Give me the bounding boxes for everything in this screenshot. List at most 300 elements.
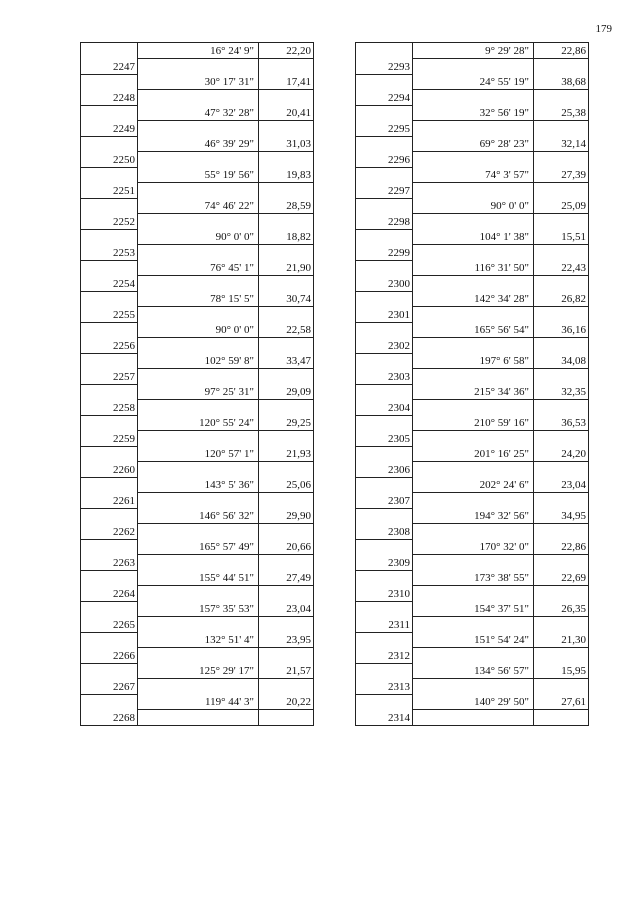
table-row	[356, 632, 589, 648]
distance-value: 22,86	[561, 541, 586, 553]
station-cell	[356, 586, 413, 602]
angle-value: 55° 19' 56"	[204, 169, 254, 181]
table-row	[81, 508, 314, 524]
distance-value: 19,83	[286, 169, 311, 181]
table-row	[356, 74, 589, 90]
station-number: 2261	[113, 494, 135, 507]
angle-cell	[138, 74, 259, 90]
angle-value: 194° 32' 56"	[474, 510, 529, 522]
station-row	[356, 121, 589, 137]
distance-value: 27,39	[561, 169, 586, 181]
distance-cell	[259, 198, 314, 214]
angle-value: 119° 44' 3"	[205, 696, 254, 708]
station-row	[81, 710, 314, 726]
station-row	[356, 679, 589, 695]
table-row	[356, 694, 589, 710]
distance-value: 27,49	[286, 572, 311, 584]
distance-spacer-cell	[534, 369, 589, 385]
distance-spacer-cell	[259, 586, 314, 602]
distance-value: 20,22	[286, 696, 311, 708]
distance-value: 33,47	[286, 355, 311, 367]
station-cell	[81, 617, 138, 633]
angle-cell	[413, 167, 534, 183]
station-cell	[356, 276, 413, 292]
station-row	[81, 338, 314, 354]
table-row	[356, 322, 589, 338]
distance-cell	[259, 353, 314, 369]
angle-cell	[413, 384, 534, 400]
distance-value: 34,08	[561, 355, 586, 367]
distance-spacer-cell	[534, 679, 589, 695]
station-spacer-cell	[356, 508, 413, 524]
station-row	[81, 307, 314, 323]
angle-value: 146° 56' 32"	[199, 510, 254, 522]
distance-spacer-cell	[259, 276, 314, 292]
table-row	[356, 136, 589, 152]
distance-cell	[259, 260, 314, 276]
angle-cell	[413, 353, 534, 369]
angle-value: 104° 1' 38"	[479, 231, 529, 243]
distance-value: 36,53	[561, 417, 586, 429]
angle-cell	[138, 601, 259, 617]
station-number: 2257	[113, 370, 135, 383]
distance-value: 25,06	[286, 479, 311, 491]
angle-cell	[413, 322, 534, 338]
distance-spacer-cell	[534, 214, 589, 230]
distance-spacer-cell	[534, 59, 589, 75]
table-row	[81, 136, 314, 152]
angle-cell	[413, 601, 534, 617]
table-row	[81, 446, 314, 462]
angle-spacer-cell	[138, 59, 259, 75]
station-row	[81, 679, 314, 695]
distance-value: 20,41	[286, 107, 311, 119]
angle-spacer-cell	[413, 648, 534, 664]
station-cell	[356, 245, 413, 261]
distance-cell	[259, 477, 314, 493]
station-row	[356, 245, 589, 261]
angle-cell	[413, 136, 534, 152]
distance-cell	[534, 74, 589, 90]
station-spacer-cell	[356, 539, 413, 555]
station-cell	[81, 679, 138, 695]
distance-cell	[259, 322, 314, 338]
station-number: 2293	[388, 60, 410, 73]
station-number: 2306	[388, 463, 410, 476]
distance-cell	[534, 446, 589, 462]
angle-value: 142° 34' 28"	[474, 293, 529, 305]
station-cell	[356, 90, 413, 106]
angle-spacer-cell	[413, 524, 534, 540]
station-cell	[81, 307, 138, 323]
station-cell	[356, 183, 413, 199]
distance-cell	[534, 167, 589, 183]
distance-spacer-cell	[259, 462, 314, 478]
station-spacer-cell	[81, 74, 138, 90]
station-cell	[81, 214, 138, 230]
distance-cell	[534, 632, 589, 648]
distance-value: 32,14	[561, 138, 586, 150]
angle-spacer-cell	[138, 431, 259, 447]
station-number: 2314	[388, 712, 410, 724]
distance-value: 36,16	[561, 324, 586, 336]
table-row	[356, 291, 589, 307]
angle-value: 170° 32' 0"	[479, 541, 529, 553]
angle-cell	[138, 384, 259, 400]
angle-spacer-cell	[138, 214, 259, 230]
station-spacer-cell	[356, 167, 413, 183]
angle-cell	[413, 570, 534, 586]
angle-cell	[138, 167, 259, 183]
angle-cell	[138, 694, 259, 710]
distance-cell	[259, 663, 314, 679]
station-number: 2266	[113, 649, 135, 662]
station-spacer-cell	[81, 415, 138, 431]
angle-spacer-cell	[413, 400, 534, 416]
station-number: 2304	[388, 401, 410, 414]
station-row	[356, 90, 589, 106]
station-cell	[81, 59, 138, 75]
table-row	[356, 353, 589, 369]
distance-value: 30,74	[286, 293, 311, 305]
station-spacer-cell	[356, 105, 413, 121]
distance-spacer-cell	[534, 245, 589, 261]
station-cell	[356, 431, 413, 447]
table-row	[81, 105, 314, 121]
distance-cell	[259, 291, 314, 307]
distance-spacer-cell	[534, 400, 589, 416]
station-cell	[81, 710, 138, 726]
station-cell	[81, 121, 138, 137]
station-number: 2255	[113, 308, 135, 321]
station-spacer-cell	[81, 446, 138, 462]
angle-value: 102° 59' 8"	[204, 355, 254, 367]
distance-cell	[534, 291, 589, 307]
station-spacer-cell	[81, 601, 138, 617]
station-row	[356, 214, 589, 230]
station-spacer-cell	[81, 632, 138, 648]
table-row	[356, 260, 589, 276]
angle-spacer-cell	[138, 462, 259, 478]
distance-cell	[534, 353, 589, 369]
distance-cell	[534, 105, 589, 121]
station-spacer-cell	[81, 477, 138, 493]
distance-spacer-cell	[259, 524, 314, 540]
station-row	[356, 493, 589, 509]
distance-spacer-cell	[259, 648, 314, 664]
angle-spacer-cell	[413, 245, 534, 261]
distance-value: 22,20	[286, 45, 311, 57]
distance-spacer-cell	[259, 679, 314, 695]
page-number: 179	[595, 23, 612, 35]
angle-value: 155° 44' 51"	[199, 572, 254, 584]
station-cell	[81, 524, 138, 540]
distance-cell	[259, 601, 314, 617]
station-spacer-cell	[81, 136, 138, 152]
table-row	[81, 229, 314, 245]
station-number: 2313	[388, 680, 410, 693]
angle-value: 165° 56' 54"	[474, 324, 529, 336]
distance-spacer-cell	[534, 431, 589, 447]
distance-cell	[259, 446, 314, 462]
angle-spacer-cell	[413, 462, 534, 478]
angle-cell	[413, 477, 534, 493]
distance-value: 23,04	[561, 479, 586, 491]
angle-value: 24° 55' 19"	[479, 76, 529, 88]
angle-spacer-cell	[138, 121, 259, 137]
angle-spacer-cell	[138, 152, 259, 168]
angle-spacer-cell	[138, 183, 259, 199]
angle-value: 47° 32' 28"	[204, 107, 254, 119]
station-cell	[81, 400, 138, 416]
angle-spacer-cell	[138, 493, 259, 509]
station-spacer-cell	[356, 384, 413, 400]
station-cell	[81, 369, 138, 385]
station-spacer-cell	[356, 74, 413, 90]
table-row	[81, 415, 314, 431]
station-spacer-cell	[356, 694, 413, 710]
table-row	[356, 446, 589, 462]
distance-cell	[534, 477, 589, 493]
distance-cell	[534, 694, 589, 710]
station-spacer-cell	[356, 136, 413, 152]
distance-spacer-cell	[534, 710, 589, 726]
station-number: 2265	[113, 618, 135, 631]
distance-spacer-cell	[534, 183, 589, 199]
station-spacer-cell	[81, 105, 138, 121]
angle-value: 69° 28' 23"	[479, 138, 529, 150]
distance-spacer-cell	[534, 462, 589, 478]
distance-spacer-cell	[534, 524, 589, 540]
station-row	[81, 369, 314, 385]
station-number: 2258	[113, 401, 135, 414]
angle-spacer-cell	[413, 493, 534, 509]
station-number: 2247	[113, 60, 135, 73]
station-spacer-cell	[81, 167, 138, 183]
station-number: 2307	[388, 494, 410, 507]
distance-spacer-cell	[534, 307, 589, 323]
station-number: 2264	[113, 587, 135, 600]
station-row	[81, 431, 314, 447]
angle-value: 90° 0' 0"	[215, 231, 254, 243]
distance-spacer-cell	[534, 276, 589, 292]
angle-cell	[413, 105, 534, 121]
station-number: 2248	[113, 91, 135, 104]
station-spacer-cell	[356, 353, 413, 369]
angle-cell	[138, 229, 259, 245]
station-cell	[356, 617, 413, 633]
distance-cell	[259, 105, 314, 121]
angle-value: 173° 38' 55"	[474, 572, 529, 584]
angle-spacer-cell	[413, 555, 534, 571]
station-row	[81, 586, 314, 602]
station-row	[356, 369, 589, 385]
station-row	[81, 59, 314, 75]
table-row	[81, 353, 314, 369]
angle-cell	[413, 260, 534, 276]
angle-spacer-cell	[138, 276, 259, 292]
station-row	[356, 59, 589, 75]
angle-cell	[138, 353, 259, 369]
distance-value: 15,51	[561, 231, 586, 243]
distance-spacer-cell	[534, 493, 589, 509]
angle-value: 134° 56' 57"	[474, 665, 529, 677]
distance-value: 26,82	[561, 293, 586, 305]
distance-value: 21,90	[286, 262, 311, 274]
angle-cell	[413, 446, 534, 462]
distance-value: 26,35	[561, 603, 586, 615]
station-cell	[356, 369, 413, 385]
distance-value: 21,57	[286, 665, 311, 677]
angle-spacer-cell	[413, 586, 534, 602]
distance-value: 23,95	[286, 634, 311, 646]
distance-spacer-cell	[259, 183, 314, 199]
station-cell	[81, 462, 138, 478]
angle-spacer-cell	[413, 183, 534, 199]
distance-spacer-cell	[259, 555, 314, 571]
station-number: 2262	[113, 525, 135, 538]
angle-cell	[413, 291, 534, 307]
table-row	[81, 694, 314, 710]
angle-cell	[138, 508, 259, 524]
distance-cell	[259, 74, 314, 90]
station-number: 2297	[388, 184, 410, 197]
distance-spacer-cell	[259, 431, 314, 447]
station-row	[81, 524, 314, 540]
table-row	[81, 74, 314, 90]
station-cell	[356, 493, 413, 509]
angle-spacer-cell	[413, 338, 534, 354]
distance-cell	[259, 570, 314, 586]
station-row	[81, 617, 314, 633]
station-cell	[356, 400, 413, 416]
station-cell	[81, 555, 138, 571]
station-number: 2256	[113, 339, 135, 352]
station-spacer-cell	[81, 322, 138, 338]
table-row	[81, 663, 314, 679]
angle-cell	[138, 477, 259, 493]
station-spacer-cell	[81, 198, 138, 214]
distance-value: 18,82	[286, 231, 311, 243]
distance-cell	[259, 415, 314, 431]
angle-spacer-cell	[413, 152, 534, 168]
distance-spacer-cell	[259, 400, 314, 416]
angle-spacer-cell	[138, 307, 259, 323]
station-row	[81, 555, 314, 571]
station-cell	[356, 710, 413, 726]
station-cell	[81, 90, 138, 106]
station-row	[356, 617, 589, 633]
angle-value: 76° 45' 1"	[210, 262, 254, 274]
station-spacer-cell	[356, 570, 413, 586]
angle-value: 151° 54' 24"	[474, 634, 529, 646]
distance-cell	[534, 570, 589, 586]
distance-cell	[534, 260, 589, 276]
angle-cell	[413, 74, 534, 90]
station-cell	[356, 648, 413, 664]
distance-value: 38,68	[561, 76, 586, 88]
station-cell	[356, 307, 413, 323]
station-row	[356, 648, 589, 664]
station-number: 2263	[113, 556, 135, 569]
distance-cell	[534, 601, 589, 617]
angle-value: 202° 24' 6"	[479, 479, 529, 491]
station-number: 2260	[113, 463, 135, 476]
angle-cell	[138, 415, 259, 431]
station-number: 2267	[113, 680, 135, 693]
station-number: 2251	[113, 184, 135, 197]
distance-value: 29,90	[286, 510, 311, 522]
angle-cell	[413, 539, 534, 555]
angle-spacer-cell	[413, 121, 534, 137]
station-spacer-cell	[356, 229, 413, 245]
station-cell	[81, 586, 138, 602]
station-row	[81, 276, 314, 292]
station-spacer-cell	[356, 291, 413, 307]
distance-cell	[259, 229, 314, 245]
station-cell	[356, 462, 413, 478]
station-spacer-cell	[81, 229, 138, 245]
angle-value: 90° 0' 0"	[490, 200, 529, 212]
distance-cell	[259, 508, 314, 524]
table-row	[81, 632, 314, 648]
angle-value: 143° 5' 36"	[204, 479, 254, 491]
angle-spacer-cell	[413, 369, 534, 385]
distance-spacer-cell	[259, 710, 314, 726]
station-row	[81, 152, 314, 168]
angle-value: 157° 35' 53"	[199, 603, 254, 615]
angle-cell	[138, 539, 259, 555]
station-cell	[81, 338, 138, 354]
angle-cell	[138, 446, 259, 462]
angle-spacer-cell	[138, 710, 259, 726]
angle-value: 9° 29' 28"	[485, 45, 529, 57]
distance-value: 32,35	[561, 386, 586, 398]
table-row	[356, 105, 589, 121]
station-cell	[81, 245, 138, 261]
station-spacer-cell	[356, 43, 413, 59]
station-row	[356, 338, 589, 354]
angle-cell	[413, 43, 534, 59]
table-row	[81, 570, 314, 586]
station-spacer-cell	[81, 539, 138, 555]
table-row	[81, 477, 314, 493]
station-cell	[81, 276, 138, 292]
angle-value: 154° 37' 51"	[474, 603, 529, 615]
angle-cell	[413, 415, 534, 431]
distance-value: 22,69	[561, 572, 586, 584]
distance-cell	[534, 384, 589, 400]
distance-cell	[259, 43, 314, 59]
angle-value: 132° 51' 4"	[204, 634, 254, 646]
station-number: 2259	[113, 432, 135, 445]
distance-spacer-cell	[534, 555, 589, 571]
station-row	[81, 648, 314, 664]
distance-cell	[534, 663, 589, 679]
station-number: 2296	[388, 153, 410, 166]
distance-spacer-cell	[534, 121, 589, 137]
station-row	[356, 276, 589, 292]
table-row	[81, 384, 314, 400]
table-row	[356, 198, 589, 214]
distance-cell	[534, 322, 589, 338]
angle-spacer-cell	[138, 555, 259, 571]
angle-value: 74° 46' 22"	[204, 200, 254, 212]
angle-spacer-cell	[413, 617, 534, 633]
angle-value: 74° 3' 57"	[485, 169, 529, 181]
station-cell	[356, 338, 413, 354]
distance-value: 27,61	[561, 696, 586, 708]
